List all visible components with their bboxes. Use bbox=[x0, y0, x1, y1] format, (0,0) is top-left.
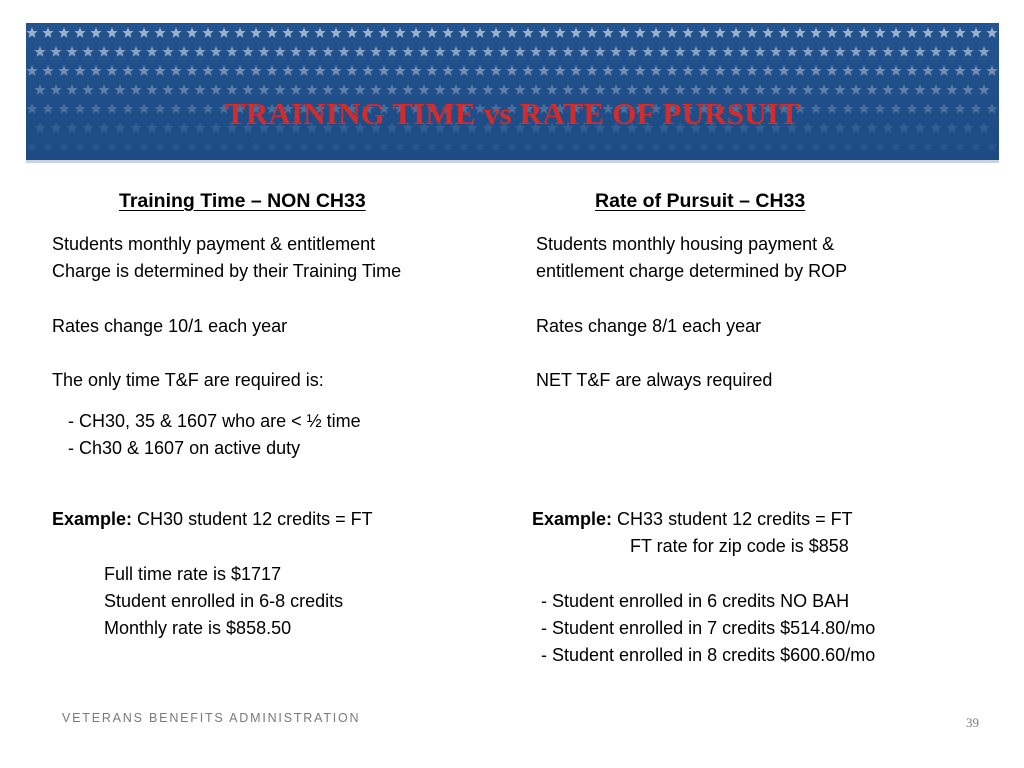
left-column-heading: Training Time – NON CH33 bbox=[119, 190, 366, 212]
left-bullet-2: - Ch30 & 1607 on active duty bbox=[68, 438, 301, 458]
right-example-line-2: - Student enrolled in 7 credits $514.80/mo bbox=[541, 618, 876, 638]
right-example-text: CH33 student 12 credits = FT bbox=[612, 509, 853, 529]
left-bullet-1: - CH30, 35 & 1607 who are < ½ time bbox=[68, 411, 361, 431]
right-example bbox=[532, 506, 853, 533]
right-paragraph-2: Rates change 8/1 each year bbox=[536, 316, 762, 336]
left-example-line-1: Full time rate is $1717 bbox=[104, 564, 282, 584]
star-pattern-icon bbox=[26, 23, 999, 163]
right-paragraph-3: NET T&F are always required bbox=[536, 370, 773, 390]
left-example bbox=[52, 506, 373, 533]
left-paragraph-2: Rates change 10/1 each year bbox=[52, 316, 288, 336]
right-column-heading: Rate of Pursuit – CH33 bbox=[595, 190, 806, 212]
right-paragraph-1-line-2: entitlement charge determined by ROP bbox=[536, 261, 848, 281]
right-paragraph-1-line-1: Students monthly housing payment & bbox=[536, 234, 835, 254]
left-example-line-2: Student enrolled in 6-8 credits bbox=[104, 591, 344, 611]
right-example-line-3: - Student enrolled in 8 credits $600.60/mo bbox=[541, 645, 876, 665]
left-example-label: Example: bbox=[52, 509, 133, 529]
left-example-line-3: Monthly rate is $858.50 bbox=[104, 618, 292, 638]
left-example-text: CH30 student 12 credits = FT bbox=[132, 509, 373, 529]
right-example-line-1: - Student enrolled in 6 credits NO BAH bbox=[541, 591, 850, 611]
page-number: 39 bbox=[966, 715, 979, 730]
right-example-subline: FT rate for zip code is $858 bbox=[630, 536, 849, 556]
slide-title: TRAINING TIME vs RATE OF PURSUIT bbox=[224, 96, 801, 131]
right-example-label: Example: bbox=[532, 509, 613, 529]
title-banner bbox=[26, 23, 999, 163]
banner-divider bbox=[26, 160, 999, 163]
footer-organization: VETERANS BENEFITS ADMINISTRATION bbox=[62, 711, 361, 725]
left-paragraph-1-line-1: Students monthly payment & entitlement bbox=[52, 234, 376, 254]
left-paragraph-3: The only time T&F are required is: bbox=[52, 370, 324, 390]
left-paragraph-1-line-2: Charge is determined by their Training Time bbox=[52, 261, 402, 281]
